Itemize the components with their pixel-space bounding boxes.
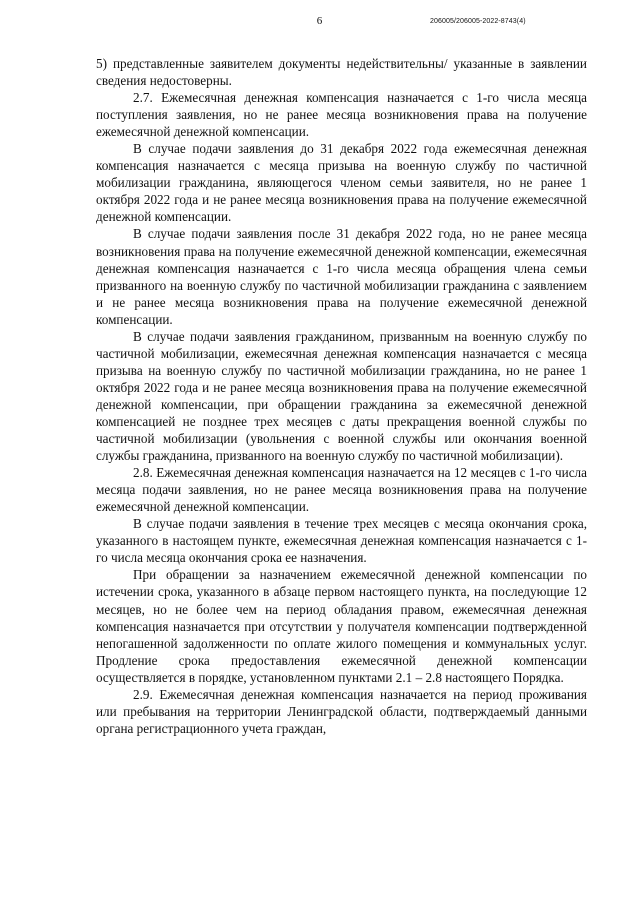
page-number: 6	[316, 15, 323, 27]
document-body	[96, 55, 587, 737]
document-code: 206005/206005-2022-8743(4)	[430, 18, 526, 25]
paragraph-2-9: 2.9. Ежемесячная денежная компенсация назначается на период проживания или пребывания на территории Ленинградской области, подтверждаемый данными органа регистрационного учета граждан,	[96, 686, 587, 736]
paragraph-2-7: 2.7. Ежемесячная денежная компенсация назначается с 1-го числа месяца поступления заявления, но не ранее месяца возникновения права на получение ежемесячной денежной компенсации.	[96, 90, 587, 140]
paragraph-2-8: 2.8. Ежемесячная денежная компенсация назначается на 12 месяцев с 1-го числа месяца подачи заявления, но не ранее месяца возникновения права на получение ежемесячной денежной компенсации.	[96, 465, 587, 515]
paragraph-after-2022: В случае подачи заявления после 31 декабря 2022 года, но не ранее месяца возникновения права на получение ежемесячной денежной компенсации, ежемесячная денежная компенсация назначается с 1-го числа месяца обращения члена семьи призванного на военную службу по частичной мобилизации гражданина с заявлением и не ранее месяца возникновения права на получение ежемесячной денежной компенсации.	[96, 226, 587, 327]
paragraph-extension: При обращении за назначением ежемесячной денежной компенсации по истечении срока, указанного в абзаце первом настоящего пункта, на последующие 12 месяцев, но не более чем на период обладания правом, ежемесячная денежная компенсация назначается при отсутствии у получателя компенсации подтвержденной непогашенной задолженности по оплате жилого помещения и коммунальных услуг. Продление срока предоставления ежемесячной денежной компенсации осуществляется в порядке, установленном пунктами 2.1 – 2.8 настоящего Порядка.	[96, 567, 587, 685]
paragraph-mobilized-citizen: В случае подачи заявления гражданином, призванным на военную службу по частичной мобилизации, ежемесячная денежная компенсация назначается с месяца призыва на военную службу по частичной мобилизации гражданина, но не ранее 1 октября 2022 года и не ранее месяца возникновения права на получение ежемесячной денежной компенсации, при обращении гражданина за ежемесячной денежной компенсацией не позднее трех месяцев с даты прекращения военной службы по частичной мобилизации (увольнения с военной службы или окончания военной службы гражданина, призванного на военную службу по частичной мобилизации).	[96, 328, 587, 464]
paragraph-before-2022: В случае подачи заявления до 31 декабря 2022 года ежемесячная денежная компенсация назначается с месяца призыва на военную службу по частичной мобилизации гражданина, являющегося членом семьи заявителя, но не ранее 1 октября 2022 года и не ранее месяца возникновения права на получение ежемесячной денежной компенсации.	[96, 141, 587, 225]
paragraph-three-months: В случае подачи заявления в течение трех месяцев с месяца окончания срока, указанного в настоящем пункте, ежемесячная денежная компенсация назначается с 1-го числа месяца окончания срока ее назначения.	[96, 516, 587, 566]
paragraph-item-5: 5) представленные заявителем документы недействительны/ указанные в заявлении сведения недостоверны.	[96, 56, 587, 89]
